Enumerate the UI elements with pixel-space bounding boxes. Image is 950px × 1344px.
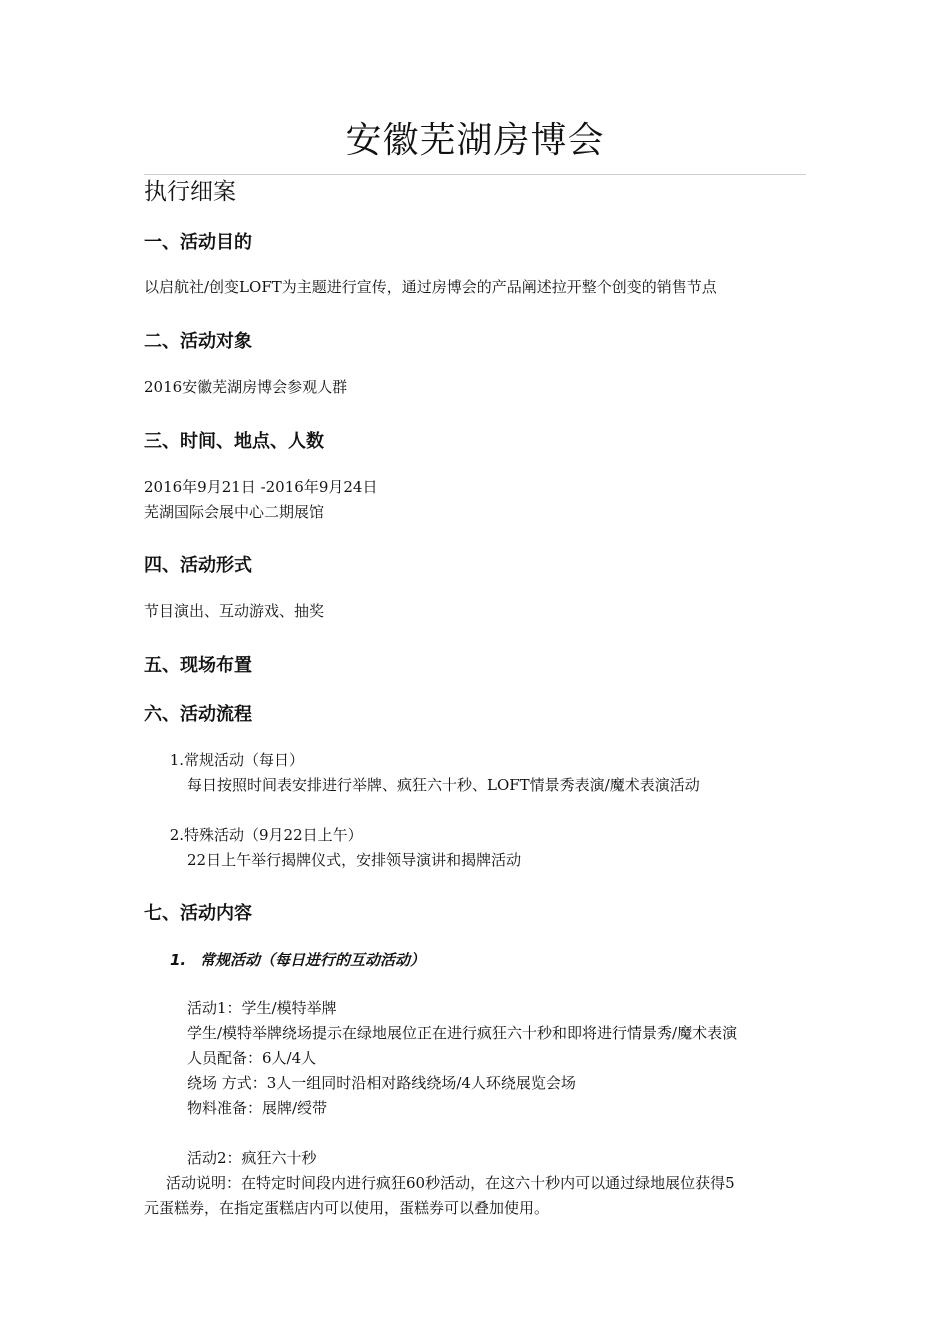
format-text: 节目演出、互动游戏、抽奖 (144, 602, 325, 620)
subsection-title: 常规活动（每日进行的互动活动） (200, 951, 426, 969)
process-item-desc: 每日按照时间表安排进行举牌、疯狂六十秒、LOFT情景秀表演/魔术表演活动 (187, 776, 700, 794)
subsection-number: 1. (170, 951, 187, 969)
activity1-title: 活动1：学生/模特举牌 (187, 999, 337, 1017)
activity1-line: 绕场 方式：3人一组同时沿相对路线绕场/4人环绕展览会场 (187, 1074, 576, 1092)
time-text: 2016年9月21日 -2016年9月24日 (144, 478, 378, 496)
section-heading-content: 七、活动内容 (144, 903, 252, 924)
purpose-text: 以启航社/创变LOFT为主题进行宣传，通过房博会的产品阐述拉开整个创变的销售节点 (144, 278, 717, 296)
list-item-title: 常规活动（每日） (184, 751, 305, 769)
activity2-desc-line: 活动说明：在特定时间段内进行疯狂60秒活动，在这六十秒内可以通过绿地展位获得5 (166, 1174, 735, 1192)
document-title: 安徽芜湖房博会 (345, 120, 605, 161)
section-heading-process: 六、活动流程 (144, 704, 252, 725)
activity1-line: 人员配备：6人/4人 (187, 1049, 317, 1067)
section-heading-audience: 二、活动对象 (144, 331, 252, 352)
subsection-heading (170, 949, 425, 970)
activity2-desc-line: 元蛋糕券，在指定蛋糕店内可以使用，蛋糕券可以叠加使用。 (144, 1199, 550, 1217)
process-item-title (168, 823, 363, 848)
process-item-title (168, 748, 304, 773)
list-item-title: 特殊活动（9月22日上午） (184, 826, 363, 844)
document-subtitle: 执行细案 (144, 179, 236, 205)
list-number: 2. (169, 826, 184, 844)
section-heading-layout: 五、现场布置 (144, 655, 252, 676)
activity2-title: 活动2：疯狂六十秒 (187, 1149, 317, 1167)
process-item-desc: 22日上午举行揭牌仪式，安排领导演讲和揭牌活动 (187, 851, 522, 869)
section-heading-purpose: 一、活动目的 (144, 232, 252, 253)
activity1-line: 物料准备：展牌/绶带 (187, 1099, 328, 1117)
section-heading-format: 四、活动形式 (144, 555, 252, 576)
activity1-line: 学生/模特举牌绕场提示在绿地展位正在进行疯狂六十秒和即将进行情景秀/魔术表演 (187, 1024, 738, 1042)
place-text: 芜湖国际会展中心二期展馆 (144, 503, 325, 521)
audience-text: 2016安徽芜湖房博会参观人群 (144, 378, 348, 396)
list-number: 1. (169, 751, 184, 769)
title-divider (144, 174, 806, 175)
section-heading-time-place: 三、时间、地点、人数 (144, 431, 324, 452)
